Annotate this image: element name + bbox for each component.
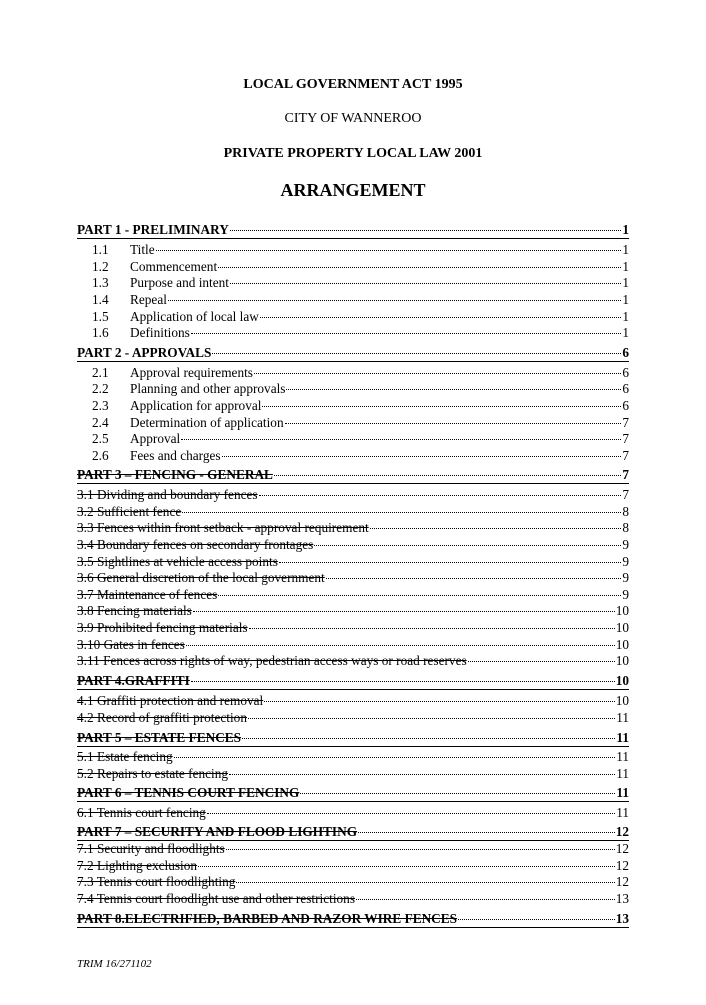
dot-leader — [468, 661, 615, 662]
dot-leader — [248, 718, 615, 719]
trim-reference: TRIM 16/271102 — [77, 958, 152, 970]
dot-leader — [286, 389, 621, 390]
toc-entry-title: PART 8.ELECTRIFIED, BARBED AND RAZOR WIRE FENCES — [77, 911, 458, 926]
dot-leader — [186, 645, 615, 646]
toc-entry-title: PART 3 – FENCING - GENERAL — [77, 467, 273, 482]
dot-leader — [370, 528, 622, 529]
toc-page-number: 9 — [622, 587, 629, 602]
dot-leader — [314, 545, 621, 546]
dot-leader — [191, 681, 615, 682]
toc-page-number: 11 — [616, 749, 629, 764]
toc-page-number: 10 — [615, 603, 629, 618]
toc-entry[interactable] — [77, 620, 629, 636]
toc-entry-title: 5.1 Estate fencing — [77, 749, 173, 764]
toc-part-entry[interactable] — [77, 785, 629, 802]
toc-entry[interactable] — [77, 603, 629, 619]
dot-leader — [230, 283, 621, 284]
toc-entry-title: Definitions — [130, 325, 190, 340]
toc-page-number: 11 — [616, 805, 629, 820]
toc-entry[interactable] — [77, 537, 629, 553]
toc-entry[interactable] — [77, 841, 629, 857]
dot-leader — [212, 353, 621, 354]
toc-entry-title: 6.1 Tennis court fencing — [77, 805, 206, 820]
toc-page-number: 12 — [615, 874, 629, 889]
toc-entry-title: 7.2 Lighting exclusion — [77, 858, 198, 873]
toc-entry-number: 1.5 — [92, 309, 109, 324]
dot-leader — [218, 267, 621, 268]
dot-leader — [156, 250, 622, 251]
toc-entry[interactable] — [77, 637, 629, 653]
toc-page-number: 9 — [622, 537, 629, 552]
toc-entry-title: 3.4 Boundary fences on secondary frontages — [77, 537, 314, 552]
dot-leader — [226, 849, 615, 850]
toc-page-number: 11 — [616, 785, 629, 800]
toc-entry-title: 3.5 Sightlines at vehicle access points — [77, 554, 278, 569]
toc-page-number: 9 — [622, 554, 629, 569]
toc-entry-title: Title — [130, 242, 155, 257]
toc-entry[interactable] — [77, 275, 629, 291]
toc-entry[interactable] — [77, 554, 629, 570]
toc-entry-number: 1.1 — [92, 242, 109, 257]
toc-page-number: 6 — [622, 365, 629, 380]
toc-entry[interactable] — [77, 570, 629, 586]
toc-page-number: 6 — [622, 398, 629, 413]
toc-entry-title: 4.1 Graffiti protection and removal — [77, 693, 264, 708]
toc-entry-title: Application for approval — [130, 398, 262, 413]
toc-entry[interactable] — [77, 365, 629, 381]
toc-entry-number: 1.6 — [92, 325, 109, 340]
toc-part-entry[interactable] — [77, 345, 629, 362]
arrangement-heading: ARRANGEMENT — [280, 180, 426, 200]
toc-part-entry[interactable] — [77, 824, 629, 841]
dot-leader — [259, 495, 622, 496]
toc-entry-title: 3.1 Dividing and boundary fences — [77, 487, 258, 502]
toc-entry-title: 3.9 Prohibited fencing materials — [77, 620, 248, 635]
toc-entry[interactable] — [77, 805, 629, 821]
toc-entry[interactable] — [77, 309, 629, 325]
act-title: LOCAL GOVERNMENT ACT 1995 — [243, 77, 463, 92]
toc-entry-title: Determination of application — [130, 415, 284, 430]
toc-entry-title: 3.8 Fencing materials — [77, 603, 192, 618]
toc-page-number: 7 — [622, 415, 629, 430]
dot-leader — [249, 628, 615, 629]
dot-leader — [279, 562, 621, 563]
toc-page-number: 9 — [622, 570, 629, 585]
toc-entry[interactable] — [77, 431, 629, 447]
dot-leader — [254, 373, 621, 374]
dot-leader — [193, 611, 615, 612]
toc-entry-title: Fees and charges — [130, 448, 221, 463]
toc-page-number: 10 — [615, 673, 629, 688]
toc-page-number: 11 — [616, 710, 629, 725]
toc-entry[interactable] — [77, 381, 629, 397]
toc-entry-title: 3.10 Gates in fences — [77, 637, 185, 652]
toc-page-number: 1 — [622, 325, 629, 340]
toc-entry-title: 7.3 Tennis court floodlighting — [77, 874, 236, 889]
toc-page-number: 13 — [615, 891, 629, 906]
dot-leader — [264, 701, 614, 702]
toc-page-number: 7 — [622, 467, 629, 482]
toc-entry[interactable] — [77, 693, 629, 709]
toc-page-number: 10 — [615, 620, 629, 635]
toc-part-entry[interactable] — [77, 673, 629, 690]
toc-page-number: 7 — [622, 448, 629, 463]
toc-entry-number: 2.4 — [92, 415, 109, 430]
toc-entry[interactable] — [77, 415, 629, 431]
toc-entry[interactable] — [77, 398, 629, 414]
toc-entry-title: 3.2 Sufficient fence — [77, 504, 182, 519]
toc-entry[interactable] — [77, 242, 629, 258]
toc-page-number: 6 — [622, 381, 629, 396]
toc-entry-number: 2.3 — [92, 398, 109, 413]
dot-leader — [274, 475, 621, 476]
toc-entry-title: PART 2 - APPROVALS — [77, 345, 212, 360]
toc-entry-title: PART 7 – SECURITY AND FLOOD LIGHTING — [77, 824, 358, 839]
toc-page-number: 8 — [622, 504, 629, 519]
toc-entry-number: 2.1 — [92, 365, 109, 380]
toc-entry-title: 3.11 Fences across rights of way, pedestrian access ways or road reserves — [77, 653, 467, 668]
dot-leader — [236, 882, 614, 883]
dot-leader — [230, 230, 621, 231]
toc-entry-title: Commencement — [130, 259, 218, 274]
toc-entry-title: Approval — [130, 431, 181, 446]
toc-page-number: 12 — [615, 858, 629, 873]
toc-entry-title: Purpose and intent — [130, 275, 229, 290]
toc-entry-title: Approval requirements — [130, 365, 253, 380]
toc-page-number: 1 — [622, 292, 629, 307]
toc-page-number: 12 — [615, 841, 629, 856]
toc-page-number: 7 — [622, 431, 629, 446]
toc-entry[interactable] — [77, 587, 629, 603]
toc-page-number: 10 — [615, 653, 629, 668]
dot-leader — [218, 595, 621, 596]
toc-entry-title: Repeal — [130, 292, 167, 307]
toc-entry-number: 1.2 — [92, 259, 109, 274]
dot-leader — [198, 866, 615, 867]
city-name: CITY OF WANNEROO — [284, 111, 422, 126]
toc-entry[interactable] — [77, 749, 629, 765]
toc-entry[interactable] — [77, 766, 629, 782]
toc-page-number: 11 — [616, 766, 629, 781]
toc-part-entry[interactable] — [77, 911, 629, 928]
toc-entry[interactable] — [77, 874, 629, 890]
toc-entry-title: PART 5 – ESTATE FENCES — [77, 730, 242, 745]
dot-leader — [191, 333, 622, 334]
toc-entry-number: 2.5 — [92, 431, 109, 446]
dot-leader — [458, 919, 615, 920]
toc-page-number: 1 — [622, 259, 629, 274]
dot-leader — [207, 813, 615, 814]
toc-entry[interactable] — [77, 520, 629, 536]
toc-entry-title: 4.2 Record of graffiti protection — [77, 710, 247, 725]
toc-entry-title: 3.3 Fences within front setback - approval requirement — [77, 520, 369, 535]
dot-leader — [182, 512, 621, 513]
toc-part-entry[interactable] — [77, 222, 629, 239]
dot-leader — [168, 300, 621, 301]
toc-entry-title: PART 1 - PRELIMINARY — [77, 222, 229, 237]
toc-entry[interactable] — [77, 448, 629, 464]
dot-leader — [222, 456, 622, 457]
toc-entry-title: 7.1 Security and floodlights — [77, 841, 225, 856]
toc-page-number: 13 — [615, 911, 629, 926]
toc-entry-title: PART 6 – TENNIS COURT FENCING — [77, 785, 300, 800]
toc-page-number: 1 — [622, 275, 629, 290]
toc-part-entry[interactable] — [77, 730, 629, 747]
dot-leader — [262, 406, 621, 407]
dot-leader — [174, 757, 616, 758]
local-law-title: PRIVATE PROPERTY LOCAL LAW 2001 — [223, 146, 483, 161]
toc-entry[interactable] — [77, 504, 629, 520]
toc-page-number: 1 — [622, 222, 629, 237]
toc-page-number: 10 — [615, 637, 629, 652]
dot-leader — [356, 899, 615, 900]
toc-entry[interactable] — [77, 858, 629, 874]
toc-entry[interactable] — [77, 891, 629, 907]
toc-entry-title: Planning and other approvals — [130, 381, 286, 396]
dot-leader — [181, 439, 621, 440]
toc-entry-title: 5.2 Repairs to estate fencing — [77, 766, 229, 781]
dot-leader — [242, 738, 615, 739]
toc-entry[interactable] — [77, 487, 629, 503]
toc-entry-title: 3.7 Maintenance of fences — [77, 587, 218, 602]
toc-entry-number: 1.3 — [92, 275, 109, 290]
dot-leader — [260, 317, 621, 318]
toc-page-number: 12 — [615, 824, 629, 839]
dot-leader — [326, 578, 622, 579]
toc-page-number: 1 — [622, 242, 629, 257]
toc-entry[interactable] — [77, 710, 629, 726]
dot-leader — [229, 774, 615, 775]
toc-entry-title: 3.6 General discretion of the local government — [77, 570, 325, 585]
toc-entry-number: 2.6 — [92, 448, 109, 463]
toc-page-number: 10 — [615, 693, 629, 708]
toc-page-number: 7 — [622, 487, 629, 502]
dot-leader — [300, 793, 615, 794]
toc-entry[interactable] — [77, 653, 629, 669]
toc-entry[interactable] — [77, 325, 629, 341]
toc-entry-title: Application of local law — [130, 309, 259, 324]
toc-entry[interactable] — [77, 259, 629, 275]
dot-leader — [358, 832, 615, 833]
toc-page-number: 8 — [622, 520, 629, 535]
toc-page-number: 11 — [616, 730, 629, 745]
toc-entry-number: 1.4 — [92, 292, 109, 307]
toc-entry-number: 2.2 — [92, 381, 109, 396]
toc-page-number: 1 — [622, 309, 629, 324]
toc-entry[interactable] — [77, 292, 629, 308]
toc-entry-title: 7.4 Tennis court floodlight use and other restrictions — [77, 891, 356, 906]
dot-leader — [285, 423, 622, 424]
toc-part-entry[interactable] — [77, 467, 629, 484]
toc-page-number: 6 — [622, 345, 629, 360]
toc-entry-title: PART 4.GRAFFITI — [77, 673, 190, 688]
